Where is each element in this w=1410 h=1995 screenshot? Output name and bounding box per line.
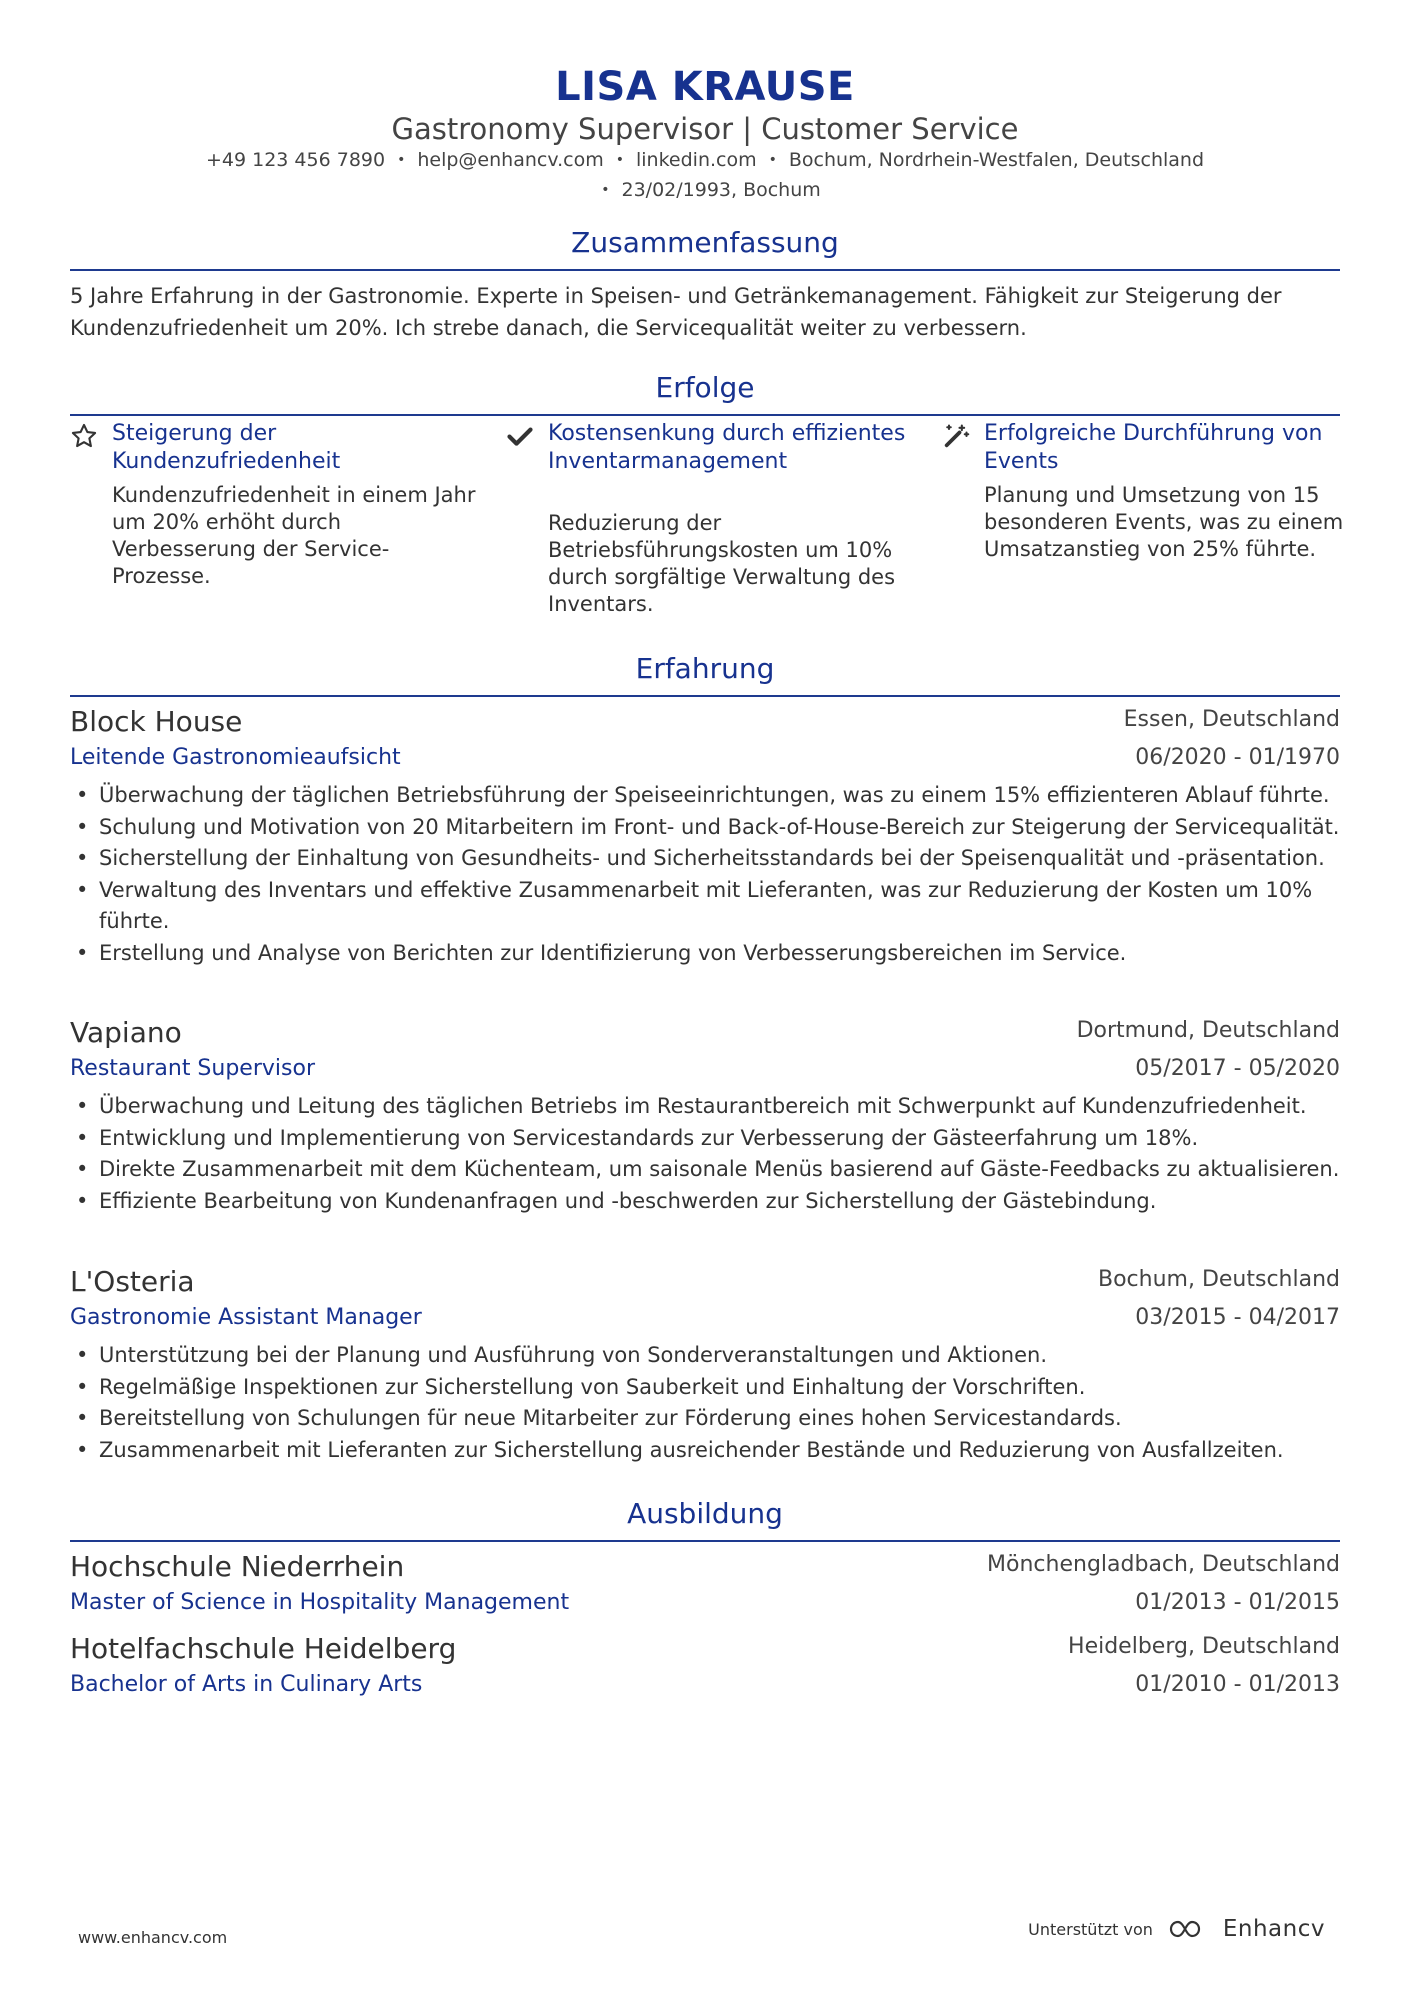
enhancv-logo-icon xyxy=(1165,1917,1211,1941)
company-name: Block House xyxy=(70,705,243,738)
resume-page xyxy=(70,0,1344,1995)
phone[interactable]: +49 123 456 7890 xyxy=(205,149,386,171)
school-location: Mönchengladbach, Deutschland xyxy=(987,1552,1340,1577)
job-title: Leitende Gastronomieaufsicht xyxy=(70,745,401,770)
brand-name: Enhancv xyxy=(1222,1916,1325,1942)
degree: Master of Science in Hospitality Management xyxy=(70,1590,570,1615)
job-location: Dortmund, Deutschland xyxy=(1076,1018,1340,1043)
section-divider xyxy=(70,269,1340,271)
job-title: Gastronomie Assistant Manager xyxy=(70,1305,422,1330)
contact-line: +49 123 456 7890 • help@enhancv.com • linkedin.com • Bochum, Nordrhein-Westfalen, Deutschland xyxy=(205,149,1205,171)
email[interactable]: help@enhancv.com xyxy=(417,149,604,171)
candidate-name: LISA KRAUSE xyxy=(555,64,855,110)
job-dates: 03/2015 - 04/2017 xyxy=(1135,1305,1340,1330)
list-item: • Direkte Zusammenarbeit mit dem Küchenteam, um saisonale Menüs basierend auf Gäste-Feedbacks zu aktualisieren. xyxy=(70,1154,1340,1186)
list-item: • Entwicklung und Implementierung von Servicestandards zur Verbesserung der Gästeerfahrung um 18%. xyxy=(70,1123,1340,1155)
job-location: Essen, Deutschland xyxy=(1123,707,1340,732)
achievement-title: Steigerung der Kundenzufriedenheit xyxy=(112,421,341,474)
list-item: • Regelmäßige Inspektionen zur Sicherstellung von Sauberkeit und Einhaltung der Vorschriften. xyxy=(70,1372,1340,1404)
list-item: • Unterstützung bei der Planung und Ausführung von Sonderveranstaltungen und Aktionen. xyxy=(70,1340,1340,1372)
education-dates: 01/2010 - 01/2013 xyxy=(1135,1672,1340,1697)
school-name: Hochschule Niederrhein xyxy=(70,1550,405,1583)
list-item: • Effiziente Bearbeitung von Kundenanfragen und -beschwerden zur Sicherstellung der Gästebindung. xyxy=(70,1186,1340,1218)
achievement-description: Kundenzufriedenheit in einem Jahr um 20% erhöht durch Verbesserung der Service-Prozesse. xyxy=(112,483,476,588)
job-bullets xyxy=(70,1340,1340,1466)
list-item: • Zusammenarbeit mit Lieferanten zur Sicherstellung ausreichender Bestände und Reduzierung von Ausfallzeiten. xyxy=(70,1435,1340,1467)
section-divider xyxy=(70,1540,1340,1542)
list-item: • Sicherstellung der Einhaltung von Gesundheits- und Sicherheitsstandards bei der Speisenqualität und -präsentation. xyxy=(70,843,1340,875)
list-item: • Überwachung der täglichen Betriebsführung der Speiseeinrichtungen, was zu einem 15% effizienteren Ablauf führte. xyxy=(70,780,1340,812)
star-icon xyxy=(70,422,98,450)
list-item: • Erstellung und Analyse von Berichten zur Identifizierung von Verbesserungsbereichen im Service. xyxy=(70,938,1340,970)
section-divider xyxy=(70,695,1340,697)
linkedin[interactable]: linkedin.com xyxy=(636,149,757,171)
birth-info: 23/02/1993, Bochum xyxy=(621,179,821,201)
powered-by-label: Unterstützt von xyxy=(1028,1919,1153,1939)
company-name: L'Osteria xyxy=(70,1265,195,1298)
list-item: • Verwaltung des Inventars und effektive Zusammenarbeit mit Lieferanten, was zur Reduzierung der Kosten um 10% führte. xyxy=(70,875,1340,938)
footer-website[interactable]: www.enhancv.com xyxy=(78,1928,228,1947)
contact-line-2: • 23/02/1993, Bochum xyxy=(601,179,821,201)
section-title-experience: Erfahrung xyxy=(635,652,775,685)
degree: Bachelor of Arts in Culinary Arts xyxy=(70,1672,423,1697)
section-title-achievements: Erfolge xyxy=(655,371,755,404)
list-item: • Schulung und Motivation von 20 Mitarbeitern im Front- und Back-of-House-Bereich zur Steigerung der Servicequalität. xyxy=(70,812,1340,844)
achievement-title: Kostensenkung durch effizientes Inventarmanagement xyxy=(548,421,906,474)
company-name: Vapiano xyxy=(70,1016,182,1049)
section-title-education: Ausbildung xyxy=(627,1497,783,1530)
list-item: • Bereitstellung von Schulungen für neue Mitarbeiter zur Förderung eines hohen Servicestandards. xyxy=(70,1403,1340,1435)
job-location: Bochum, Deutschland xyxy=(1098,1267,1340,1292)
summary-text: 5 Jahre Erfahrung in der Gastronomie. Experte in Speisen- und Getränkemanagement. Fähigkeit zur Steigerung der Kundenzufriedenheit um 20%. Ich strebe danach, die Servicequalität weiter zu verbessern. xyxy=(70,284,1282,340)
job-bullets xyxy=(70,1091,1340,1217)
section-divider xyxy=(70,414,1340,416)
check-icon xyxy=(506,422,534,450)
location: Bochum, Nordrhein-Westfalen, Deutschland xyxy=(788,149,1205,171)
school-name: Hotelfachschule Heidelberg xyxy=(70,1632,457,1665)
list-item: • Überwachung und Leitung des täglichen Betriebs im Restaurantbereich mit Schwerpunkt auf Kundenzufriedenheit. xyxy=(70,1091,1340,1123)
achievement-description: Planung und Umsetzung von 15 besonderen Events, was zu einem Umsatzanstieg von 25% führte. xyxy=(984,483,1344,561)
section-title-summary: Zusammenfassung xyxy=(571,226,839,259)
education-dates: 01/2013 - 01/2015 xyxy=(1135,1590,1340,1615)
achievement-description: Reduzierung der Betriebsführungskosten um 10% durch sorgfältige Verwaltung des Inventars. xyxy=(548,511,896,616)
footer-branding xyxy=(1028,1916,1325,1942)
job-bullets xyxy=(70,780,1340,969)
job-title: Restaurant Supervisor xyxy=(70,1056,315,1081)
candidate-headline: Gastronomy Supervisor | Customer Service xyxy=(391,112,1019,146)
magic-wand-icon xyxy=(942,422,970,450)
job-dates: 05/2017 - 05/2020 xyxy=(1135,1056,1340,1081)
achievement-title: Erfolgreiche Durchführung von Events xyxy=(984,421,1323,474)
job-dates: 06/2020 - 01/1970 xyxy=(1135,745,1340,770)
school-location: Heidelberg, Deutschland xyxy=(1068,1634,1340,1659)
